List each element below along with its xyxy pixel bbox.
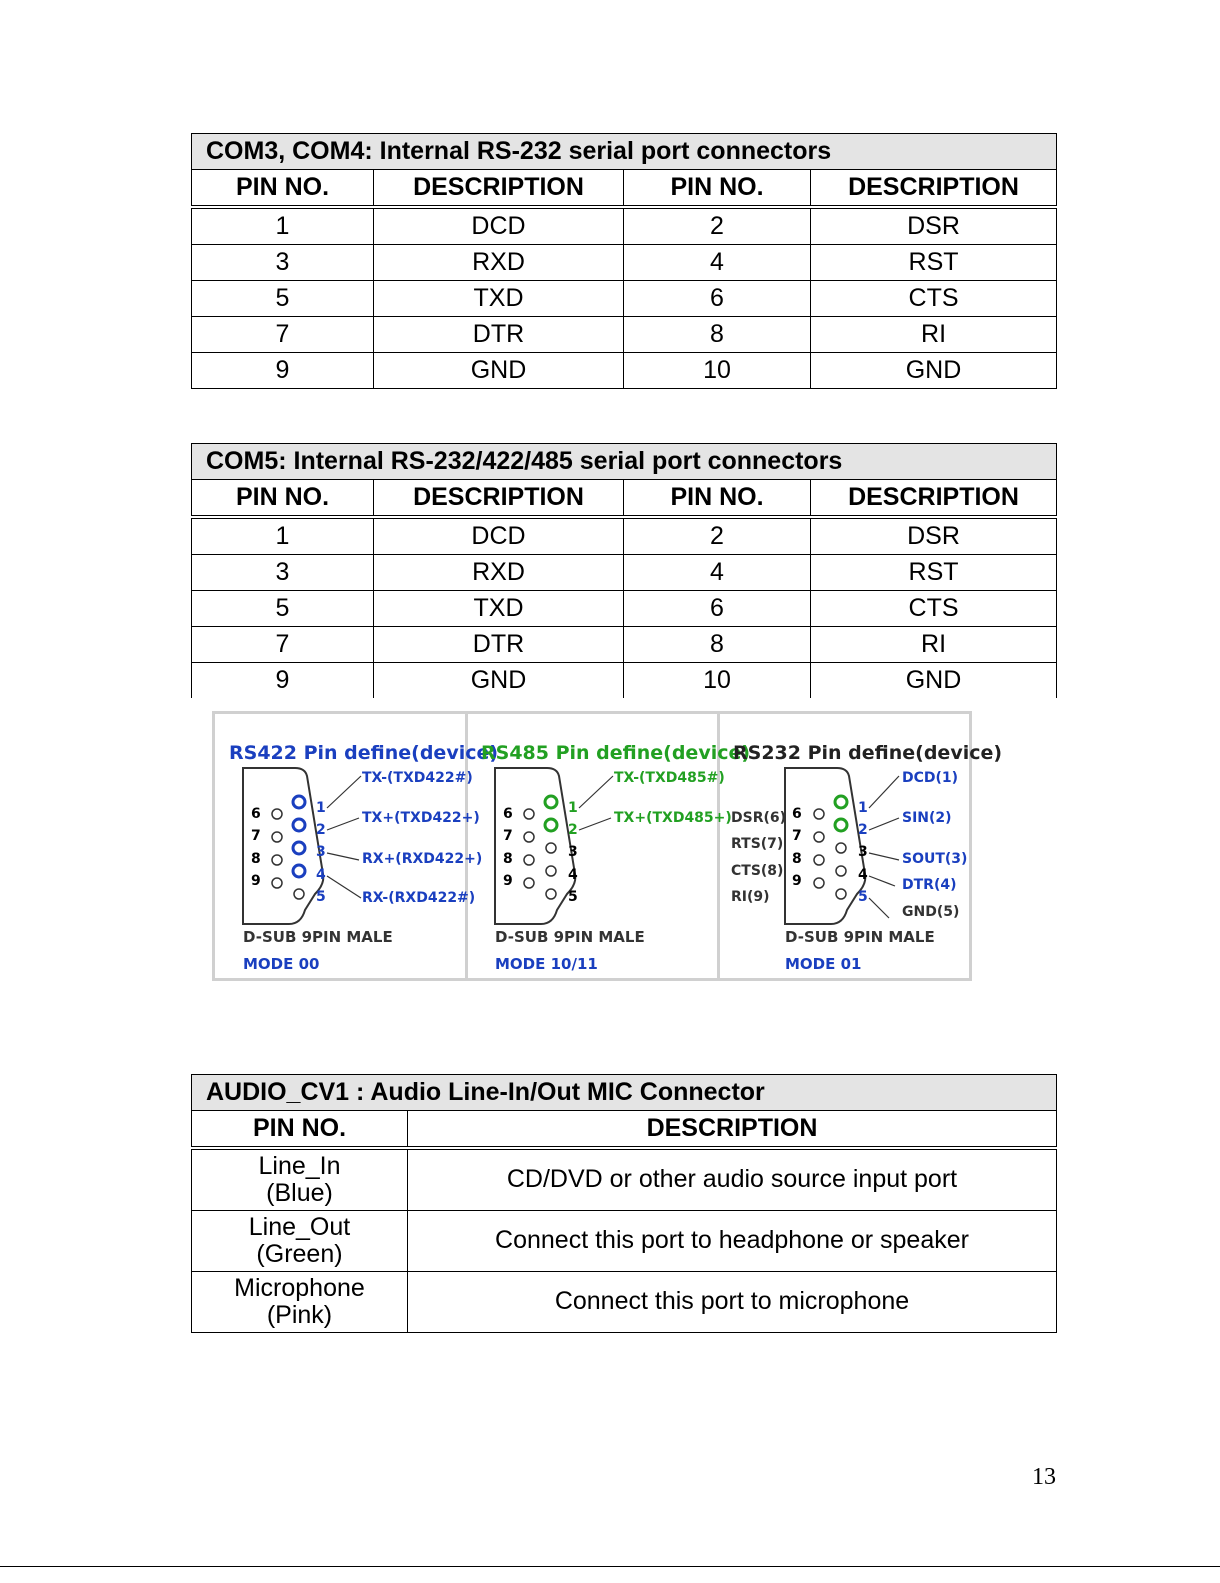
pin-number-label: 1 (568, 800, 578, 816)
rs422-signal-label: RX+(RXD422+) (362, 851, 483, 867)
audio-pin-table (191, 1074, 1057, 1333)
table-row (192, 281, 1057, 317)
pin-description: TXD (374, 281, 624, 317)
pin-description: RXD (374, 555, 624, 591)
pin-number-label: 3 (568, 844, 578, 860)
pin-number-label: 5 (858, 889, 868, 905)
rs422-connector-type: D-SUB 9PIN MALE (243, 928, 393, 946)
table-row (192, 245, 1057, 281)
pin-description: DTR (374, 317, 624, 353)
rs485-signal-label: TX+(TXD485+) (614, 810, 732, 826)
pin-description: RI (811, 627, 1057, 663)
pin-number: 4 (624, 555, 811, 591)
rs422-signal-label: TX-(TXD422#) (362, 770, 473, 786)
pin-number: 2 (624, 207, 811, 245)
table-row (192, 591, 1057, 627)
audio-pin-name: Microphone (234, 1273, 365, 1302)
table-row (192, 555, 1057, 591)
rs232-left-signal-label: RI(9) (731, 889, 770, 905)
pin-number-label: 1 (316, 800, 326, 816)
pin-description: GND (811, 663, 1057, 699)
table-row (192, 353, 1057, 389)
pin-number-label: 6 (251, 806, 261, 822)
audio-pin (192, 1148, 408, 1211)
pin-number-label: 5 (568, 889, 578, 905)
rs232-mode: MODE 01 (785, 955, 862, 973)
audio-pin-description: Connect this port to headphone or speaker (408, 1211, 1057, 1272)
pin-number-label: 1 (858, 800, 868, 816)
audio-pin-name: Line_Out (248, 1212, 351, 1241)
column-header: PIN NO. (192, 170, 374, 208)
pin-number: 3 (192, 245, 374, 281)
pin-number-label: 2 (568, 822, 578, 838)
pin-description: CTS (811, 591, 1057, 627)
table-row (192, 517, 1057, 555)
audio-pin (192, 1272, 408, 1333)
pin-number: 5 (192, 281, 374, 317)
pin-description: GND (374, 663, 624, 699)
column-header: PIN NO. (192, 1111, 408, 1149)
rs422-heading: RS422 Pin define(device) (229, 742, 499, 764)
pin-description: CTS (811, 281, 1057, 317)
column-header: DESCRIPTION (811, 480, 1057, 518)
pin-description: DSR (811, 517, 1057, 555)
table-row (192, 317, 1057, 353)
pin-number: 8 (624, 317, 811, 353)
pin-number: 9 (192, 353, 374, 389)
rs232-signal-label: GND(5) (902, 904, 960, 920)
pin-number-label: 4 (568, 867, 578, 883)
pin-number: 5 (192, 591, 374, 627)
pin-description: RST (811, 555, 1057, 591)
com34-pin-table (191, 133, 1057, 389)
pin-number-label: 8 (503, 851, 513, 867)
pin-description: DCD (374, 517, 624, 555)
pin-number-label: 6 (503, 806, 513, 822)
pin-description: RI (811, 317, 1057, 353)
pin-define-diagram (212, 711, 1003, 981)
rs232-left-signal-label: CTS(8) (731, 863, 784, 879)
pin-number: 10 (624, 663, 811, 699)
pin-number-label: 2 (858, 822, 868, 838)
pin-number-label: 9 (792, 873, 802, 889)
table-row (192, 1148, 1057, 1211)
pin-description: RST (811, 245, 1057, 281)
pin-description: RXD (374, 245, 624, 281)
pin-number-label: 9 (503, 873, 513, 889)
pin-number-label: 3 (316, 844, 326, 860)
pin-number-label: 7 (251, 828, 261, 844)
pin-number: 4 (624, 245, 811, 281)
pin-description: TXD (374, 591, 624, 627)
column-header: DESCRIPTION (408, 1111, 1057, 1149)
pin-number: 2 (624, 517, 811, 555)
rs485-heading: RS485 Pin define(device) (481, 742, 751, 764)
pin-number-label: 6 (792, 806, 802, 822)
pin-number: 3 (192, 555, 374, 591)
rs232-signal-label: DCD(1) (902, 770, 959, 786)
audio-pin-description: Connect this port to microphone (408, 1272, 1057, 1333)
com5-pin-table (191, 443, 1057, 698)
audio-pin-color: (Green) (256, 1240, 343, 1268)
com34-table-title: COM3, COM4: Internal RS-232 serial port connectors (192, 134, 1057, 170)
rs232-left-signal-label: RTS(7) (731, 836, 784, 852)
rs422-mode: MODE 00 (243, 955, 320, 973)
pin-number: 7 (192, 317, 374, 353)
page-number: 13 (1032, 1464, 1056, 1490)
pin-description: DCD (374, 207, 624, 245)
column-header: PIN NO. (624, 170, 811, 208)
rs232-signal-label: DTR(4) (902, 877, 957, 893)
table-row (192, 1272, 1057, 1333)
rs422-signal-label: RX-(RXD422#) (362, 890, 476, 906)
rs232-signal-label: SIN(2) (902, 810, 952, 826)
pin-number: 6 (624, 591, 811, 627)
pin-number: 1 (192, 207, 374, 245)
column-header: PIN NO. (192, 480, 374, 518)
pin-number: 8 (624, 627, 811, 663)
pin-number-label: 4 (858, 867, 868, 883)
audio-pin-color: (Blue) (266, 1179, 333, 1207)
audio-pin (192, 1211, 408, 1272)
audio-pin-name: Line_In (258, 1151, 341, 1180)
pin-number: 1 (192, 517, 374, 555)
rs485-connector-type: D-SUB 9PIN MALE (495, 928, 645, 946)
page-bottom-rule (0, 1566, 1220, 1567)
pin-number: 6 (624, 281, 811, 317)
table-row (192, 1211, 1057, 1272)
column-header: DESCRIPTION (811, 170, 1057, 208)
audio-pin-color: (Pink) (266, 1301, 333, 1329)
pin-number-label: 2 (316, 822, 326, 838)
pin-number-label: 7 (503, 828, 513, 844)
table-row (192, 663, 1057, 699)
rs232-panel (719, 714, 1003, 978)
rs422-panel (215, 714, 499, 978)
pin-description: GND (811, 353, 1057, 389)
audio-table-title: AUDIO_CV1 : Audio Line-In/Out MIC Connector (192, 1075, 1057, 1111)
pin-number: 9 (192, 663, 374, 699)
pin-number: 10 (624, 353, 811, 389)
pin-number-label: 3 (858, 844, 868, 860)
pin-number-label: 5 (316, 889, 326, 905)
column-header: DESCRIPTION (374, 170, 624, 208)
pin-description: DTR (374, 627, 624, 663)
rs232-left-signal-label: DSR(6) (731, 810, 787, 826)
rs232-signal-label: SOUT(3) (902, 851, 968, 867)
pin-description: DSR (811, 207, 1057, 245)
table-row (192, 627, 1057, 663)
pin-number-label: 4 (316, 867, 326, 883)
column-header: DESCRIPTION (374, 480, 624, 518)
pin-number: 7 (192, 627, 374, 663)
rs232-connector-type: D-SUB 9PIN MALE (785, 928, 935, 946)
pin-description: GND (374, 353, 624, 389)
rs232-heading: RS232 Pin define(device) (733, 742, 1003, 764)
pin-number-label: 7 (792, 828, 802, 844)
audio-pin-description: CD/DVD or other audio source input port (408, 1148, 1057, 1211)
table-row (192, 207, 1057, 245)
column-header: PIN NO. (624, 480, 811, 518)
rs422-signal-label: TX+(TXD422+) (362, 810, 480, 826)
pin-number-label: 9 (251, 873, 261, 889)
rs485-signal-label: TX-(TXD485#) (614, 770, 725, 786)
com5-table-title: COM5: Internal RS-232/422/485 serial port connectors (192, 444, 1057, 480)
pin-number-label: 8 (792, 851, 802, 867)
pin-number-label: 8 (251, 851, 261, 867)
rs485-mode: MODE 10/11 (495, 955, 598, 973)
